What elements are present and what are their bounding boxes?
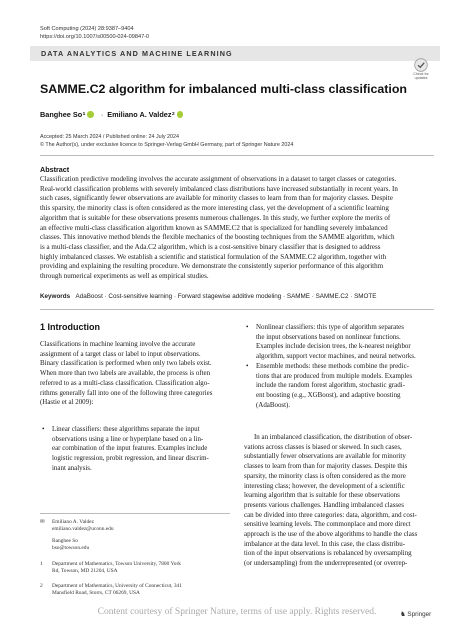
check-for-updates-badge[interactable] [408,58,434,82]
text-line: Classifications in machine learning involve the accurate [40,340,196,348]
publisher-name: Springer [407,611,432,618]
text-line: assignment of a target class or label to input observations. [40,349,201,358]
author-name[interactable]: Emiliano A. Valdez [107,110,172,119]
author-contact-name: Banghee So [52,538,78,544]
list-item-ensemble-methods [246,362,413,411]
text-line: vations across classes is biased or skewed. In such cases, [244,442,402,451]
text-line: rithms generally fall into one of the following three categories [40,388,213,397]
abstract-line: Real-world classification problems with severely imbalanced class distributions have increased substantially in recent years. In [40,184,398,193]
email-link[interactable]: bso@towson.edu [52,545,90,551]
text-line: observations using a line or hyperplane based on a lin- [52,434,204,443]
doi-link[interactable]: https://doi.org/10.1007/s00500-024-09847-0 [40,34,150,40]
affiliation-marker: 2 [172,112,175,117]
orcid-icon[interactable] [87,111,94,118]
text-line: include the random forest algorithm, stochastic gradi- [256,381,405,390]
corresponding-author [40,519,114,533]
text-line: Binary classification is performed when only two labels exist. [40,359,212,368]
text-line: (Hastie et al 2009): [40,398,94,407]
text-line: imbalance at the data level. In this case, the class distribu- [244,539,406,548]
text-line: When more than two labels are available, the process is often [40,369,211,378]
text-line: ent boosting (e.g., XGBoost), and adaptive boosting [256,391,401,400]
bullet-icon: • [246,362,249,370]
orcid-icon[interactable] [177,111,184,118]
text-line: In an imbalanced classification, the distribution of obser- [254,433,413,441]
footnote-divider [40,513,230,514]
affiliation-1 [40,561,181,575]
text-line: Linear classifiers: these algorithms separate the input [52,425,200,433]
text-line: substantially fewer observations are available for minority [244,452,406,461]
watermark: Content courtesy of Springer Nature, terms of use apply. Rights reserved. [97,607,377,617]
text-line: can be divided into three categories: data, algorithm, and cost- [244,510,417,519]
affiliation-2 [40,583,182,597]
abstract-line: through numerical experiments as well as empirical studies. [40,272,209,281]
bullet-icon: • [246,323,249,331]
bullet-icon: • [42,425,45,433]
text-line: (or undersampling) from the underrepresented (or overrep- [244,559,408,568]
text-line: tions that are produced from multiple models. Examples [256,371,413,380]
text-line: approach is the use of the above algorithms to handle the class [244,530,418,539]
text-line: Examples include decision trees, the k-nearest neighbor [256,342,411,351]
text-line: Nonlinear classifiers: this type of algorithm separates [256,323,404,331]
text-line: sparsity, the minority class is often considered as the more [244,471,406,480]
text-line: logistic regression, probit regression, and linear discrim- [52,454,209,463]
abstract-line: this sparsity, the minority class is often considered as the more interesting class, yet the development of a scientific learning [40,204,389,213]
text-line: referred to as a multi-class classification. Classification algo- [40,378,210,387]
envelope-icon: ✉ [40,519,45,525]
paper-title: SAMME.C2 algorithm for imbalanced multi-class classification [40,82,407,96]
keywords [40,293,376,300]
text-line: presents various challenges. Handling imbalanced classes [244,500,404,509]
text-line: tion of the input observations is rebalanced by oversampling [244,549,412,558]
author-name[interactable]: Banghee So [40,110,83,119]
text-line: Department of Mathematics, Towson University, 7800 York [52,561,181,567]
keywords-list: AdaBoost · Cost-sensitive learning · Forward stagewise additive modeling · SAMME · SAMME.C2 · SMOTE [75,293,377,300]
abstract-line: algorithm that is suitable for these observations presents numerous challenges. In this study, we further explore the merits of [40,213,391,222]
text-line: algorithm, support vector machines, and neural networks. [256,352,416,361]
check-updates-line1: Check for [413,72,429,76]
text-line: the input observations based on nonlinear functions. [256,332,401,341]
list-item-nonlinear-classifiers [246,323,416,362]
abstract-line: Classification predictive modeling involves the accurate assignment of observations in a dataset to target classes or categories. [40,175,397,183]
abstract-line: such cases, significantly fewer observations are available for minority classes to learn from than for majority classes. Despite [40,194,393,203]
publisher-logo [400,611,431,618]
author-list [40,110,186,119]
journal-citation: Soft Computing (2024) 28:9387–9404 [40,26,134,32]
text-line: learning algorithm that is suitable for these observations [244,491,400,500]
email-link[interactable]: emiliano.valdez@uconn.edu [52,526,114,532]
abstract-line: providing and explaining the resulting procedure. We demonstrate the consistently superior performance of this algorithm [40,262,384,271]
copyright-notice: © The Author(s), under exclusive licence to Springer-Verlag GmbH Germany, part of Springer Nature 2024 [40,142,294,148]
text-line: Department of Mathematics, University of Connecticut, 341 [52,583,182,589]
text-line: classes to learn from than for majority classes. Despite this [244,462,408,471]
section-banner: DATA ANALYTICS AND MACHINE LEARNING [30,46,440,61]
list-item-linear-classifiers [42,425,209,474]
affiliation-number: 1 [40,561,43,567]
section-heading-introduction: 1 Introduction [40,322,100,332]
corresponding-author-name: Emiliano A. Valdez [52,519,94,525]
text-line: ear combination of the input features. Examples include [52,444,208,453]
keywords-label: Keywords [40,293,71,300]
affiliation-number: 2 [40,583,43,589]
abstract-line: is a multi-class classifier, and the Ada.C2 algorithm, which is a cost-sensitive binary classifier that is designed to address [40,243,381,252]
text-line: inant analysis. [52,463,92,472]
text-line: (AdaBoost). [256,400,291,409]
affiliation-marker: 1 [82,112,86,117]
intro-paragraph [40,340,230,408]
abstract-line: an effective multi-class classification algorithm known as SAMME.C2 that is specialized for handling severely imbalanced [40,223,388,232]
check-updates-line2: updates [414,76,428,80]
abstract-line: highly imbalanced classes. We establish a scientific and statistical formulation of the SAMME.C2 algorithm, together with [40,252,387,261]
abstract-heading: Abstract [40,165,70,174]
author-separator: · [100,110,104,119]
text-line: Rd, Towson, MD 21204, USA [52,568,118,574]
header-divider [40,155,434,156]
publication-dates: Accepted: 25 March 2024 / Published online: 24 July 2024 [40,134,180,140]
check-updates-icon [414,58,428,72]
text-line: Mansfield Road, Storrs, CT 06269, USA [52,590,140,596]
abstract-body [40,175,435,282]
author-contact [40,538,89,552]
imbalanced-paragraph [244,433,440,569]
text-line: interesting class; however, the development of a scientific [244,481,405,490]
text-line: Ensemble methods: these methods combine the predic- [256,362,409,370]
text-line: sensitive learning levels. The commonplace and more direct [244,520,411,529]
springer-horse-icon: ♞ [400,611,406,618]
abstract-divider [40,309,434,310]
abstract-line: classes. This innovative method blends the flexible mechanics of the boosting techniques from the SAMME algorithm, which [40,233,395,242]
